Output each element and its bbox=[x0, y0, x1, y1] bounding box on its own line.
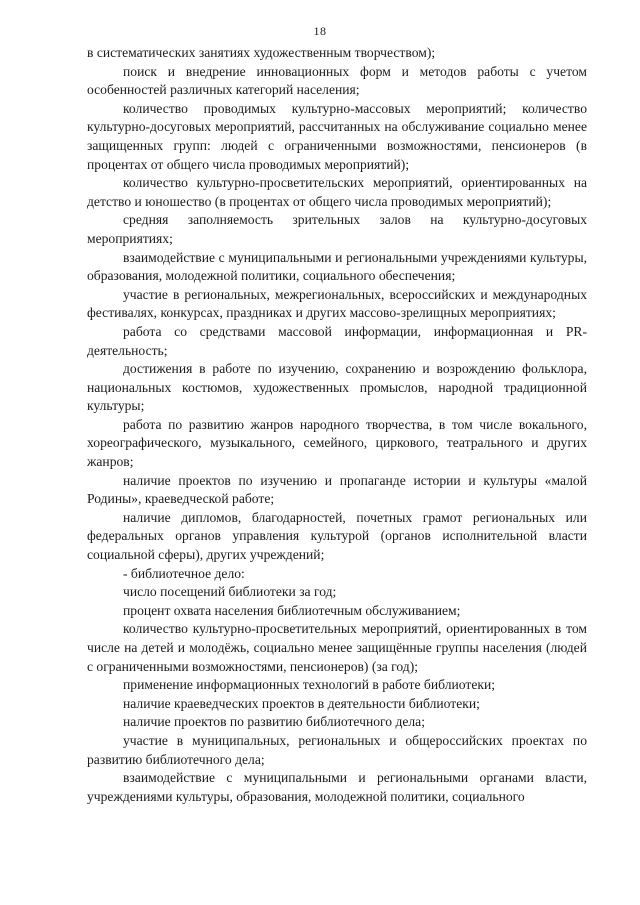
paragraph: процент охвата населения библиотечным обслуживанием; bbox=[123, 602, 461, 618]
paragraph: количество проводимых культурно-массовых мероприятий; количество культурно-досуговых мероприятий, рассчитанных на обслуживание социально менее защищенных групп: людей с ограниченными возможностями, пенсионеров (в процентах от общего числа проводимых мероприятий); bbox=[87, 100, 587, 172]
paragraph: участие в региональных, межрегиональных, всероссийских и международных фестивалях, конкурсах, праздниках и других массово-зрелищных мероприятиях; bbox=[87, 286, 587, 321]
paragraph: в систематических занятиях художественным творчеством); bbox=[87, 45, 436, 60]
paragraph: участие в муниципальных, региональных и общероссийских проектах по развитию библиотечного дела; bbox=[87, 732, 587, 767]
paragraph: количество культурно-просветительных мероприятий, ориентированных в том числе на детей и молодёжь, социально менее защищённые группы населения (людей с ограниченными возможностями, пенсионеров) (за год); bbox=[87, 621, 587, 674]
section-heading: - библиотечное дело: bbox=[123, 565, 245, 581]
paragraph: применение информационных технологий в работе библиотеки; bbox=[123, 677, 496, 693]
document-body bbox=[87, 44, 587, 806]
paragraph: количество культурно-просветительских мероприятий, ориентированных на детство и юношество (в процентах от общего числа проводимых мероприятий); bbox=[87, 175, 587, 209]
paragraph: наличие дипломов, благодарностей, почетных грамот региональных или федеральных органов управления культурой (органов исполнительной власти социальной сферы), других учреждений; bbox=[87, 509, 587, 563]
paragraph: работа по развитию жанров народного творчества, в том числе вокального, хореографического, музыкального, семейного, циркового, театрального и других жанров; bbox=[87, 416, 587, 470]
paragraph: число посещений библиотеки за год; bbox=[123, 584, 337, 600]
paragraph: взаимодействие с муниципальными и региональными органами власти, учреждениями культуры, образования, молодежной политики, социального bbox=[87, 770, 587, 804]
paragraph: взаимодействие с муниципальными и региональными учреждениями культуры, образования, молодежной политики, социального обеспечения; bbox=[87, 249, 587, 284]
paragraph: наличие проектов по изучению и пропаганде истории и культуры «малой Родины», краеведческой работе; bbox=[87, 472, 587, 507]
paragraph: достижения в работе по изучению, сохранению и возрождению фольклора, национальных костюмов, художественных промыслов, народной традиционной культуры; bbox=[87, 361, 587, 414]
page-number: 18 bbox=[313, 24, 327, 38]
paragraph: средняя заполняемость зрительных залов на культурно-досуговых мероприятиях; bbox=[87, 212, 587, 246]
paragraph: наличие краеведческих проектов в деятельности библиотеки; bbox=[123, 695, 480, 711]
paragraph: работа со средствами массовой информации, информационная и PR-деятельность; bbox=[87, 323, 587, 358]
paragraph: наличие проектов по развитию библиотечного дела; bbox=[123, 714, 425, 730]
paragraph: поиск и внедрение инновационных форм и методов работы с учетом особенностей различных категорий населения; bbox=[87, 63, 587, 98]
